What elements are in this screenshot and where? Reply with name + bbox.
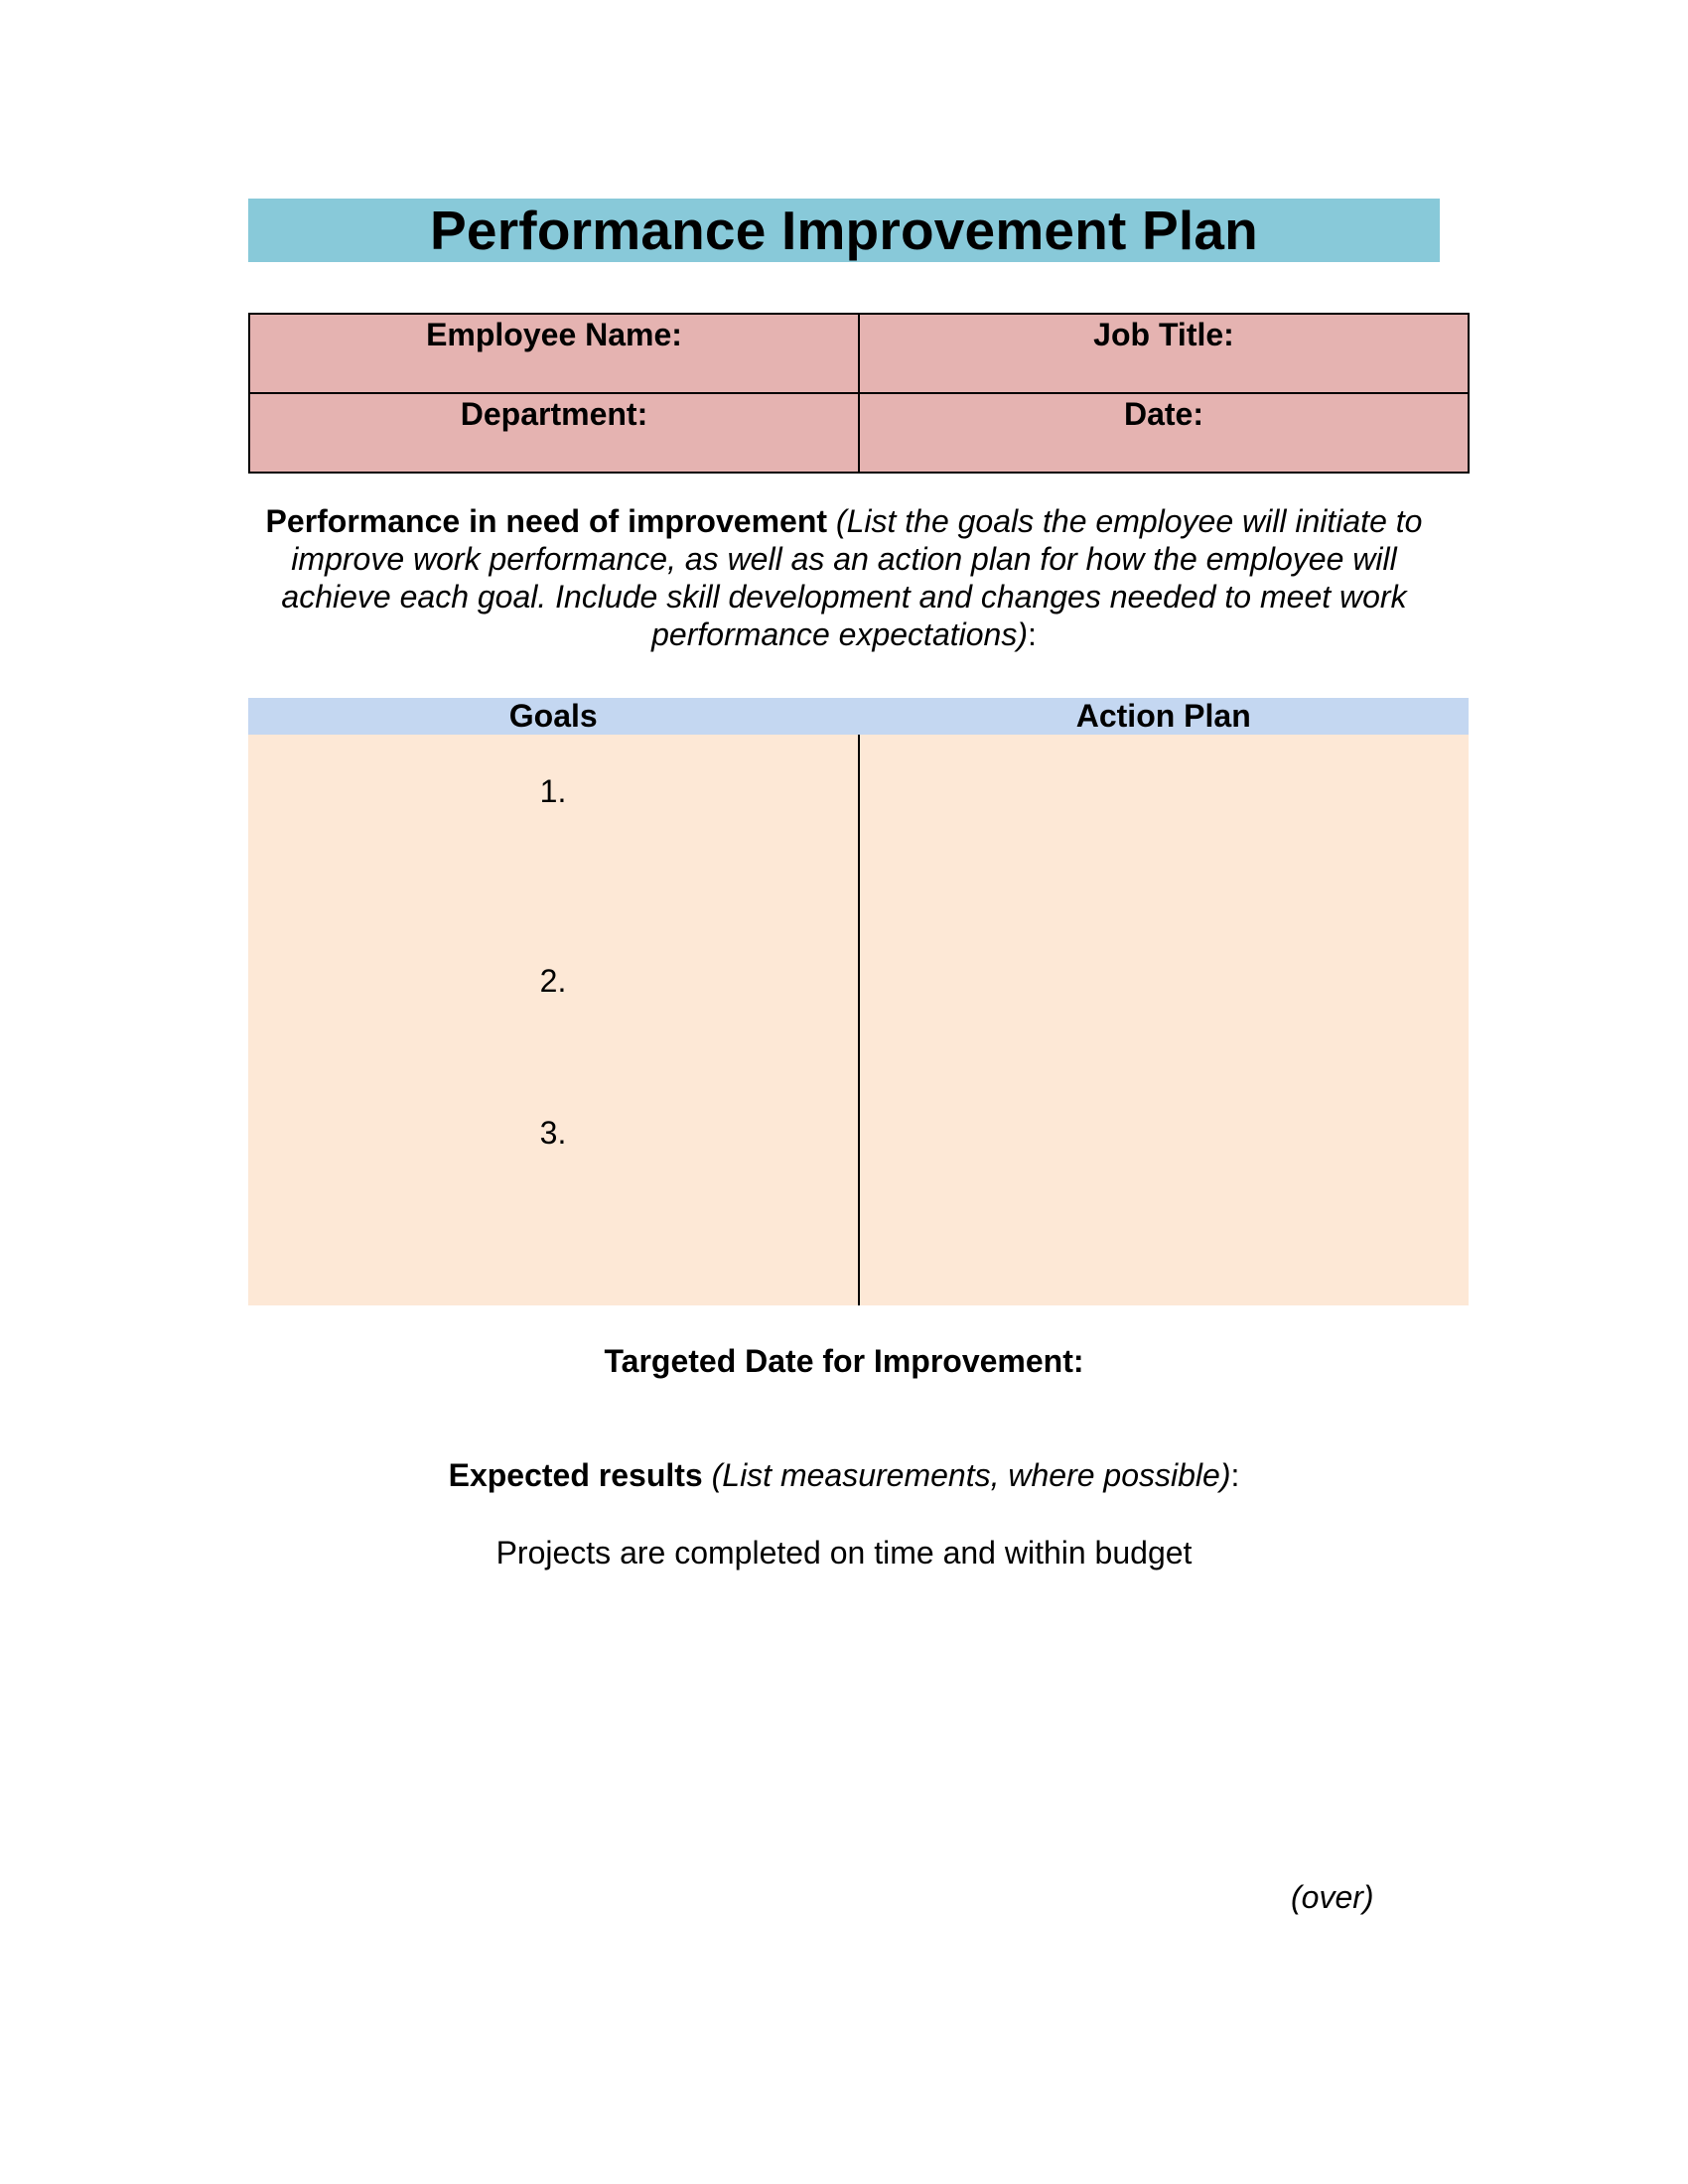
- goal-item-3: 3.: [539, 1115, 567, 1151]
- date-cell: Date:: [859, 393, 1469, 473]
- department-cell: Department:: [249, 393, 859, 473]
- job-title-cell: Job Title:: [859, 314, 1469, 393]
- title-banner: [248, 199, 1440, 262]
- expected-results: [248, 1456, 1440, 1494]
- over-note: (over): [1291, 1879, 1374, 1915]
- expected-results-value: Projects are completed on time and within budget: [495, 1535, 1193, 1570]
- action-plan-header: Action Plan: [1075, 698, 1251, 734]
- intro-instruction: (List the goals the employee will initiate to improve work performance, as well as an action plan for how the employee will achieve each goal. Include skill development and changes needed to meet work performance expectations): [281, 503, 1423, 652]
- intro-suffix: :: [1027, 616, 1037, 652]
- employee-name-cell: Employee Name:: [249, 314, 859, 393]
- table-row: [249, 393, 1469, 473]
- intro-heading: Performance in need of improvement: [265, 503, 828, 539]
- expected-results-heading: Expected results: [448, 1457, 703, 1493]
- goal-item-1: 1.: [539, 773, 567, 809]
- table-row: [249, 314, 1469, 393]
- column-divider: [858, 735, 860, 1305]
- document-title: Performance Improvement Plan: [430, 200, 1258, 261]
- performance-intro: [248, 502, 1440, 653]
- goal-item-2: 2.: [539, 963, 567, 999]
- expected-results-instruction: (List measurements, where possible): [702, 1457, 1231, 1493]
- targeted-date-label: Targeted Date for Improvement:: [604, 1343, 1084, 1379]
- plan-table-body: [248, 735, 1469, 1305]
- expected-results-suffix: :: [1230, 1457, 1240, 1493]
- plan-table-header: [248, 698, 1469, 735]
- employee-info-table: [248, 313, 1470, 474]
- goals-header: Goals: [508, 698, 598, 734]
